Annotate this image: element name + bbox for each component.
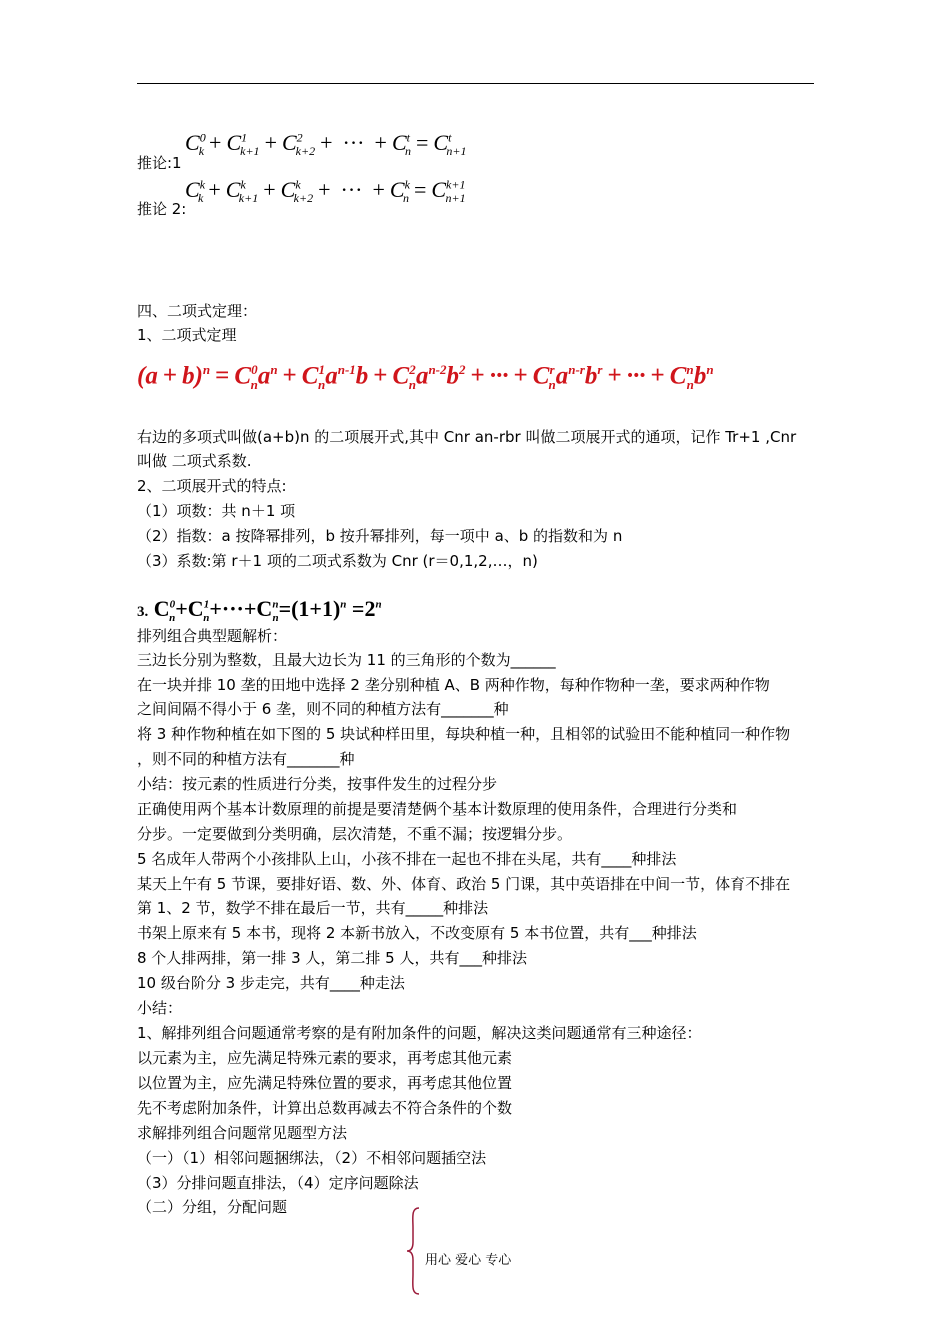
body-line: （3）分排问题直排法，（4）定序问题除法	[137, 1174, 419, 1192]
body-line: 排列组合典型题解析：	[137, 627, 288, 645]
body-line: 以元素为主，应先满足特殊元素的要求，再考虑其他元素	[137, 1049, 513, 1067]
header-rule	[137, 83, 814, 84]
body-line: 小结：按元素的性质进行分类，按事件发生的过程分步	[137, 775, 498, 793]
body-line: 求解排列组合问题常见题型方法	[137, 1124, 348, 1142]
body-line: 以位置为主，应先满足特殊位置的要求，再考虑其他位置	[137, 1074, 513, 1092]
paragraph-line: 右边的多项式叫做(a+b)n 的二项展开式,其中 Cnr an-rbr 叫做二项展开式的通项，记作 Tr+1 ,Cnr	[137, 428, 797, 446]
body-line: 在一块并排 10 垄的田地中选择 2 垄分别种植 A、B 两种作物，每种作物种一垄，要求两种作物	[137, 676, 770, 694]
body-line: 三边长分别为整数，且最大边长为 11 的三角形的个数为______	[137, 651, 556, 669]
body-line: （一）（1）相邻问题捆绑法，（2）不相邻问题插空法	[137, 1149, 487, 1167]
body-line: 小结：	[137, 999, 183, 1017]
corollary-1-formula: $C^0_k + C^1_{k+1} + C^2_{k+2}$ + ··· + $C^t_n = C^t_{n+1}$	[185, 130, 467, 159]
body-line: 8 个人排两排，第一排 3 人，第二排 5 人，共有___种排法	[137, 949, 527, 967]
paragraph-line: （1）项数：共 n＋1 项	[137, 502, 296, 520]
body-line: 将 3 种作物种植在如下图的 5 块试种样田里，每块种植一种，且相邻的试验田不能种植同一种作物	[137, 725, 791, 743]
subsection-heading: 1、二项式定理	[137, 326, 237, 344]
body-line: 先不考虑附加条件，计算出总数再减去不符合条件的个数	[137, 1099, 513, 1117]
corollary-2-formula: $C^k_k + C^k_{k+1} + C^k_{k+2}$ + ··· + $C^k_n = C^{k+1}_{n+1}$	[185, 177, 466, 206]
paragraph-line: （3）系数:第 r＋1 项的二项式系数为 Cnr (r＝0,1,2,…，n)	[137, 552, 538, 570]
item-3-label: 3.	[137, 604, 149, 620]
body-line: 正确使用两个基本计数原理的前提是要清楚俩个基本计数原理的使用条件，合理进行分类和	[137, 800, 738, 818]
body-line: ，则不同的种植方法有_______种	[137, 750, 355, 768]
footer-text: 用心 爱心 专心	[425, 1253, 512, 1268]
body-line: （二）分组，分配问题	[137, 1198, 288, 1216]
body-line: 书架上原来有 5 本书，现将 2 本新书放入，不改变原有 5 本书位置，共有___种排法	[137, 924, 697, 942]
paragraph-line: （2）指数：a 按降幂排列，b 按升幂排列，每一项中 a、b 的指数和为 n	[137, 527, 623, 545]
body-line: 10 级台阶分 3 步走完，共有____种走法	[137, 974, 405, 992]
body-line: 分步。一定要做到分类明确，层次清楚，不重不漏；按逻辑分步。	[137, 825, 573, 843]
paragraph-line: 2、二项展开式的特点:	[137, 477, 287, 495]
body-line: 1、解排列组合问题通常考察的是有附加条件的问题，解决这类问题通常有三种途径：	[137, 1024, 702, 1042]
body-line: 之间间隔不得小于 6 垄，则不同的种植方法有_______种	[137, 700, 509, 718]
footer-brace-icon	[405, 1206, 425, 1296]
binomial-theorem-formula: $(a + b)^n = C^0_na^n + C^1_na^{n-1}b + C^2_na^{n-2}b^2$ + ··· + $C^r_na^{n-r}b^r$ + ··· + $C^n_nb^n$	[137, 362, 714, 393]
body-line: 某天上午有 5 节课，要排好语、数、外、体育、政治 5 门课，其中英语排在中间一节，体育不排在	[137, 875, 791, 893]
binomial-sum-formula: 3. $C^0_n+C^1_n+\cdot\cdot\cdot+C^n_n=(1+1)^n =2^n$	[137, 596, 382, 625]
paragraph-line: 叫做 二项式系数.	[137, 452, 252, 470]
corollary-1-label: 推论:1	[137, 154, 182, 172]
section-heading: 四、二项式定理：	[137, 302, 258, 320]
corollary-2-label: 推论 2:	[137, 200, 187, 218]
body-line: 5 名成年人带两个小孩排队上山，小孩不排在一起也不排在头尾，共有____种排法	[137, 850, 677, 868]
body-line: 第 1、2 节，数学不排在最后一节，共有_____种排法	[137, 899, 489, 917]
